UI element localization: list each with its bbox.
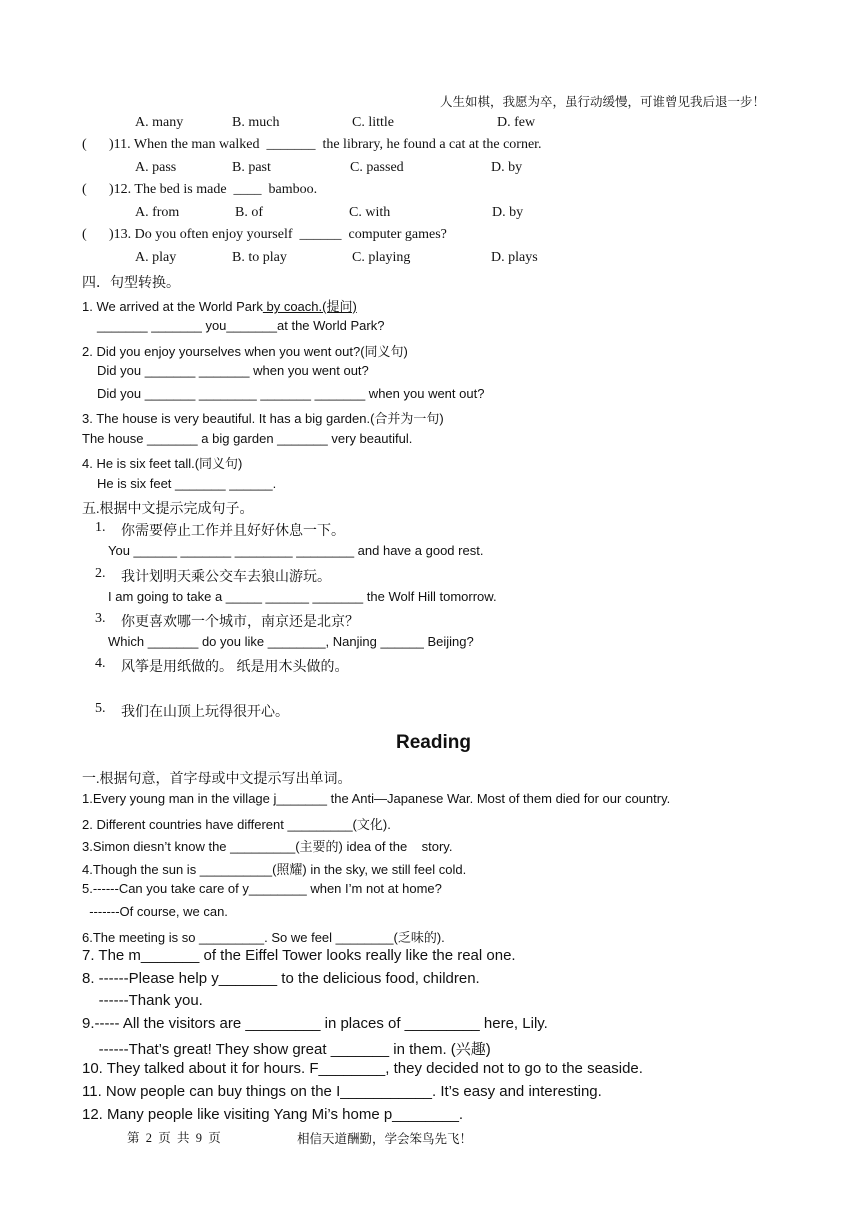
section-heading: 一.根据句意，首字母或中文提示写出单词。 — [82, 772, 352, 787]
header-motto: 人生如棋，我愿为卒，虽行动缓慢，可谁曾见我后退一步！ — [440, 95, 766, 109]
answer-line: He is six feet _______ ______. — [97, 476, 277, 491]
exercise-line: 3.Simon diesn’t know the _________(主要的) idea of the story. — [82, 839, 453, 854]
reading-title: Reading — [396, 732, 471, 753]
chinese-prompt: 你更喜欢哪一个城市，南京还是北京？ — [121, 615, 359, 630]
answer-line: Did you _______ ________ _______ _______ when you went out? — [97, 386, 485, 401]
answer-line: I am going to take a _____ ______ _______ the Wolf Hill tomorrow. — [108, 589, 497, 604]
sentence-text: 1. We arrived at the World Park — [82, 299, 263, 314]
option-a: A. many — [135, 115, 184, 130]
exercise-line: 5.------Can you take care of y________ when I’m not at home? — [82, 881, 442, 896]
option-a: A. play — [135, 250, 177, 265]
exercise-line: 8. ------Please help y_______ to the delicious food, children. — [82, 970, 480, 987]
answer-line: You ______ _______ ________ ________ and have a good rest. — [108, 543, 484, 558]
section-heading: 五.根据中文提示完成句子。 — [82, 502, 254, 517]
item-number: 4. — [95, 656, 106, 671]
exercise-line: 2. Different countries have different _________(文化). — [82, 817, 391, 832]
chinese-prompt: 我计划明天乘公交车去狼山游玩。 — [121, 570, 331, 585]
answer-paren: ( — [82, 137, 87, 152]
question-stem: )13. Do you often enjoy yourself ______ computer games? — [109, 227, 447, 242]
footer-motto: 相信天道酬勤，学会笨鸟先飞！ — [297, 1132, 473, 1146]
chinese-prompt: 你需要停止工作并且好好休息一下。 — [121, 524, 345, 539]
option-b: B. to play — [232, 250, 287, 265]
exercise-line: 9.----- All the visitors are _________ in places of _________ here, Lily. — [82, 1015, 548, 1032]
answer-line: _______ _______ you_______at the World Park? — [97, 318, 385, 333]
exercise-line: 7. The m_______ of the Eiffel Tower looks really like the real one. — [82, 947, 516, 964]
exercise-line: ------Thank you. — [82, 992, 203, 1009]
option-d: D. by — [492, 205, 524, 220]
option-b: B. past — [232, 160, 271, 175]
option-c: C. little — [352, 115, 394, 130]
option-d: D. plays — [491, 250, 538, 265]
item-number: 2. — [95, 566, 106, 581]
exercise-line: 10. They talked about it for hours. F________, they decided not to go to the seaside. — [82, 1060, 643, 1077]
option-c: C. passed — [350, 160, 404, 175]
item-number: 3. — [95, 611, 106, 626]
option-b: B. much — [232, 115, 280, 130]
option-a: A. pass — [135, 160, 177, 175]
exercise-line: -------Of course, we can. — [82, 904, 228, 919]
option-c: C. with — [349, 205, 391, 220]
exercise-line: ------That’s great! They show great _______ in them. (兴趣) — [82, 1041, 491, 1058]
option-d: D. few — [497, 115, 536, 130]
footer-page-number: 第 2 页 共 9 页 — [127, 1131, 221, 1145]
section-heading: 四．句型转换。 — [82, 276, 180, 291]
answer-line: Which _______ do you like ________, Nanjing ______ Beijing? — [108, 634, 474, 649]
exercise-line: 1.Every young man in the village j_______ the Anti—Japanese War. Most of them died for our country. — [82, 791, 671, 806]
answer-paren: ( — [82, 227, 87, 242]
chinese-prompt: 风筝是用纸做的。 纸是用木头做的。 — [121, 660, 349, 675]
option-a: A. from — [135, 205, 180, 220]
exercise-line: 12. Many people like visiting Yang Mi’s home p________. — [82, 1106, 464, 1123]
exercise-line — [82, 296, 357, 315]
answer-line: Did you _______ _______ when you went out? — [97, 363, 369, 378]
exercise-line: 11. Now people can buy things on the I___________. It’s easy and interesting. — [82, 1083, 602, 1100]
question-stem: )11. When the man walked _______ the library, he found a cat at the corner. — [109, 137, 542, 152]
option-c: C. playing — [352, 250, 411, 265]
option-b: B. of — [235, 205, 263, 220]
item-number: 5. — [95, 701, 106, 716]
underlined-phrase: by coach.(提问) — [262, 299, 357, 314]
exercise-line: 4. He is six feet tall.(同义句) — [82, 456, 243, 471]
chinese-prompt: 我们在山顶上玩得很开心。 — [121, 705, 289, 720]
exercise-line: 6.The meeting is so _________. So we feel ________(乏味的). — [82, 930, 445, 945]
question-stem: )12. The bed is made ____ bamboo. — [109, 182, 318, 197]
option-d: D. by — [491, 160, 523, 175]
exercise-line: 4.Though the sun is __________(照耀) in the sky, we still feel cold. — [82, 862, 467, 877]
answer-line: The house _______ a big garden _______ very beautiful. — [82, 431, 413, 446]
exercise-line: 2. Did you enjoy yourselves when you went out?(同义句) — [82, 344, 408, 359]
item-number: 1. — [95, 520, 106, 535]
answer-paren: ( — [82, 182, 87, 197]
exercise-line: 3. The house is very beautiful. It has a big garden.(合并为一句) — [82, 411, 444, 426]
